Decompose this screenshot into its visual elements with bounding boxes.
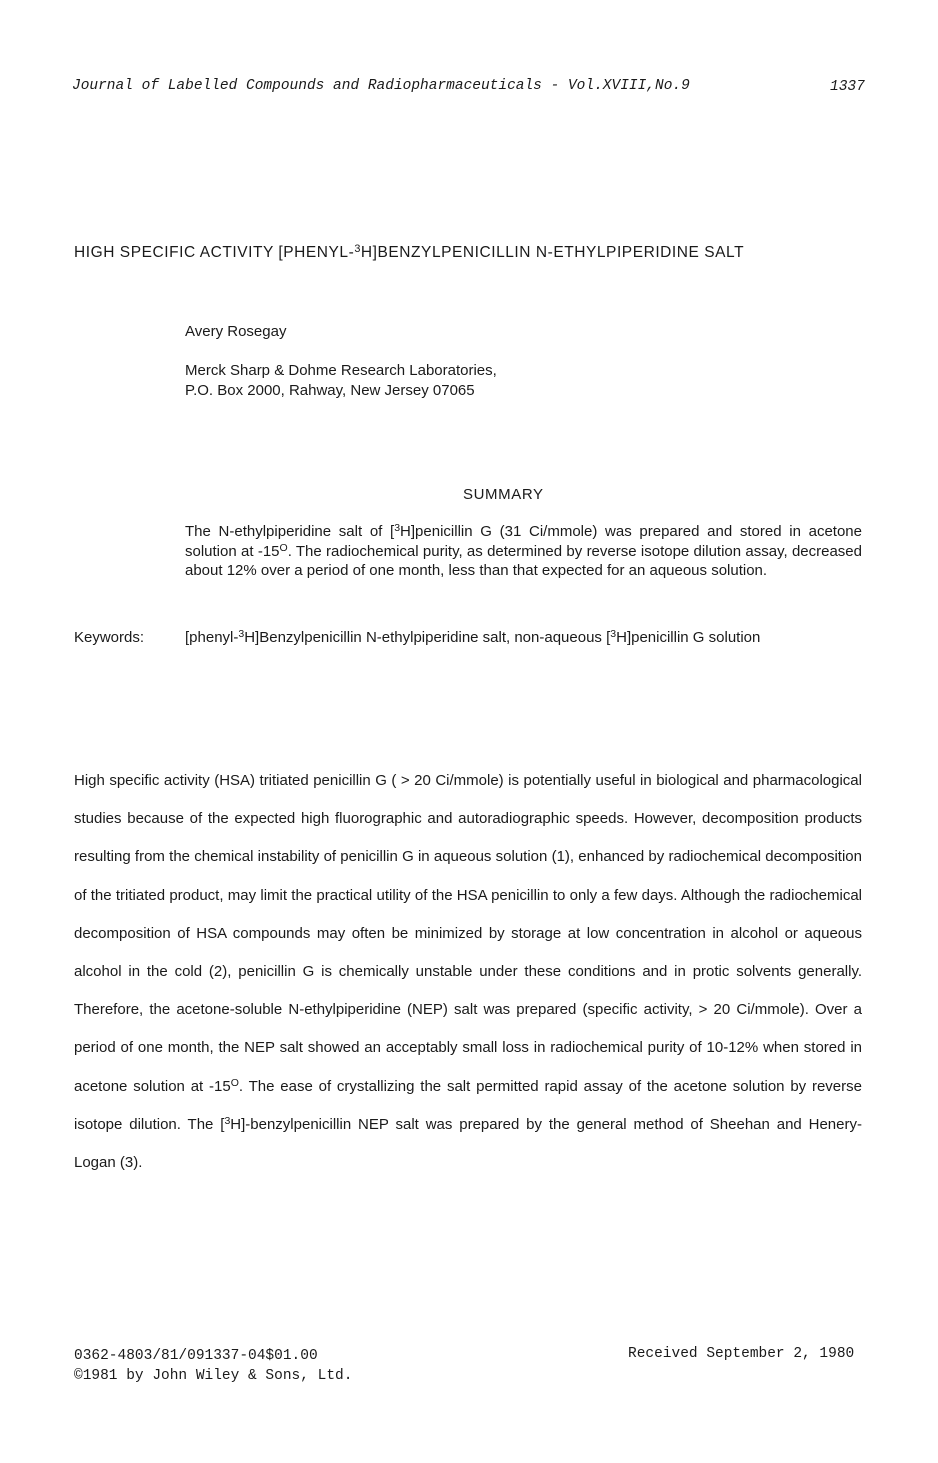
author-name: Avery Rosegay xyxy=(185,323,287,340)
footer-received-date: Received September 2, 1980 xyxy=(628,1346,855,1362)
keywords-text: [phenyl-$^3$H]Benzylpenicillin N-ethylpiperidine salt, non-aqueous [$^3$H]penicillin G solution xyxy=(185,628,761,646)
footer-code: 0362-4803/81/091337-04$01.00 xyxy=(74,1348,318,1364)
body-paragraph: High specific activity (HSA) tritiated penicillin G ( > 20 Ci/mmole) is potentially useful in biological and pharmacological studies because of the expected high fluorographic and autoradiographic speeds. However, decomposition products resulting from the chemical instability of penicillin G in aqueous solution (1), enhanced by radiochemical decomposition of the tritiated product, may limit the practical utility of the HSA penicillin to only a few days. Although the radiochemical decomposition of HSA compounds may often be minimized by storage at low concentration in alcohol or aqueous alcohol in the cold (2), penicillin G is chemically unstable under these conditions and in protic solvents generally. Therefore, the acetone-soluble N-ethylpiperidine (NEP) salt was prepared (specific activity, > 20 Ci/mmole). Over a period of one month, the NEP salt showed an acceptably small loss in radiochemical purity of 10-12% when stored in acetone solution at $-15^O$. The ease of crystallizing the salt permitted rapid assay of the acetone solution by reverse isotope dilution. The [$^3$H]-benzylpenicillin NEP salt was prepared by the general method of Sheehan and Henery-Logan (3). xyxy=(74,772,862,1172)
affiliation xyxy=(185,361,497,401)
affiliation-line: Merck Sharp & Dohme Research Laboratories, xyxy=(185,362,497,379)
article-title: HIGH SPECIFIC ACTIVITY [PHENYL-$^3$H]BENZYLPENICILLIN N-ETHYLPIPERIDINE SALT xyxy=(74,243,745,261)
footer-copyright: ©1981 by John Wiley & Sons, Ltd. xyxy=(74,1368,353,1384)
keywords-label: Keywords: xyxy=(74,629,145,646)
running-head-journal: Journal of Labelled Compounds and Radiopharmaceuticals - Vol.XVIII,No.9 xyxy=(72,78,690,94)
page-number: 1337 xyxy=(830,79,865,95)
summary-heading: SUMMARY xyxy=(463,486,544,503)
summary-paragraph: The N-ethylpiperidine salt of [$^3$H]penicillin G (31 Ci/mmole) was prepared and stored in acetone solution at $-15^O$. The radiochemical purity, as determined by reverse isotope dilution assay, decreased about 12% over a period of one month, less than that expected for an aqueous solution. xyxy=(185,522,862,579)
affiliation-line: P.O. Box 2000, Rahway, New Jersey 07065 xyxy=(185,382,475,399)
footer-publication-info xyxy=(74,1346,352,1386)
